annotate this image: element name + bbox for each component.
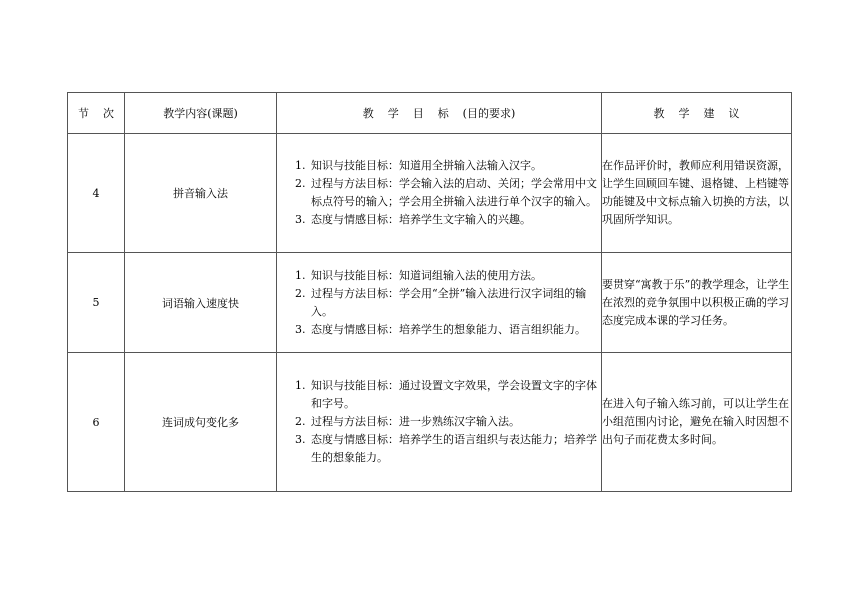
table-row [68, 253, 792, 353]
objective-item: 1. 知识与技能目标：知道词组输入法的使用方法。 [309, 267, 597, 285]
lesson-number: 5 [68, 253, 125, 353]
objectives-cell [277, 353, 602, 492]
lesson-number: 4 [68, 134, 125, 253]
lesson-topic: 拼音输入法 [125, 134, 277, 253]
objectives-list [277, 377, 601, 467]
objectives-list [277, 267, 601, 339]
lesson-plan-table [67, 92, 792, 492]
objective-item: 1. 知识与技能目标：通过设置文字效果，学会设置文字的字体和字号。 [309, 377, 597, 413]
table-row [68, 353, 792, 492]
objective-item: 3. 态度与情感目标：培养学生文字输入的兴趣。 [309, 211, 597, 229]
objective-item: 2. 过程与方法目标：学会用“全拼”输入法进行汉字词组的输入。 [309, 285, 597, 321]
header-lesson-number: 节 次 [68, 93, 125, 134]
lesson-topic: 词语输入速度快 [125, 253, 277, 353]
header-content: 教学内容(课题) [125, 93, 277, 134]
header-suggestions: 教 学 建 议 [602, 93, 792, 134]
objective-item: 3. 态度与情感目标：培养学生的想象能力、语言组织能力。 [309, 321, 597, 339]
table-header-row [68, 93, 792, 134]
table-row [68, 134, 792, 253]
suggestion-cell: 在作品评价时，教师应利用错误资源，让学生回顾回车键、退格键、上档键等功能键及中文标点输入切换的方法，以巩固所学知识。 [602, 134, 792, 253]
lesson-number: 6 [68, 353, 125, 492]
header-objectives: 教 学 目 标 (目的要求) [277, 93, 602, 134]
objective-item: 3. 态度与情感目标：培养学生的语言组织与表达能力；培养学生的想象能力。 [309, 431, 597, 467]
objectives-cell [277, 134, 602, 253]
suggestion-cell: 要贯穿“寓教于乐”的教学理念，让学生在浓烈的竞争氛围中以积极正确的学习态度完成本课的学习任务。 [602, 253, 792, 353]
suggestion-cell: 在进入句子输入练习前，可以让学生在小组范围内讨论，避免在输入时因想不出句子而花费太多时间。 [602, 353, 792, 492]
objective-item: 2. 过程与方法目标：进一步熟练汉字输入法。 [309, 413, 597, 431]
objectives-cell [277, 253, 602, 353]
objective-item: 2. 过程与方法目标：学会输入法的启动、关闭；学会常用中文标点符号的输入；学会用全拼输入法进行单个汉字的输入。 [309, 175, 597, 211]
objective-item: 1. 知识与技能目标：知道用全拼输入法输入汉字。 [309, 157, 597, 175]
objectives-list [277, 157, 601, 229]
lesson-topic: 连词成句变化多 [125, 353, 277, 492]
